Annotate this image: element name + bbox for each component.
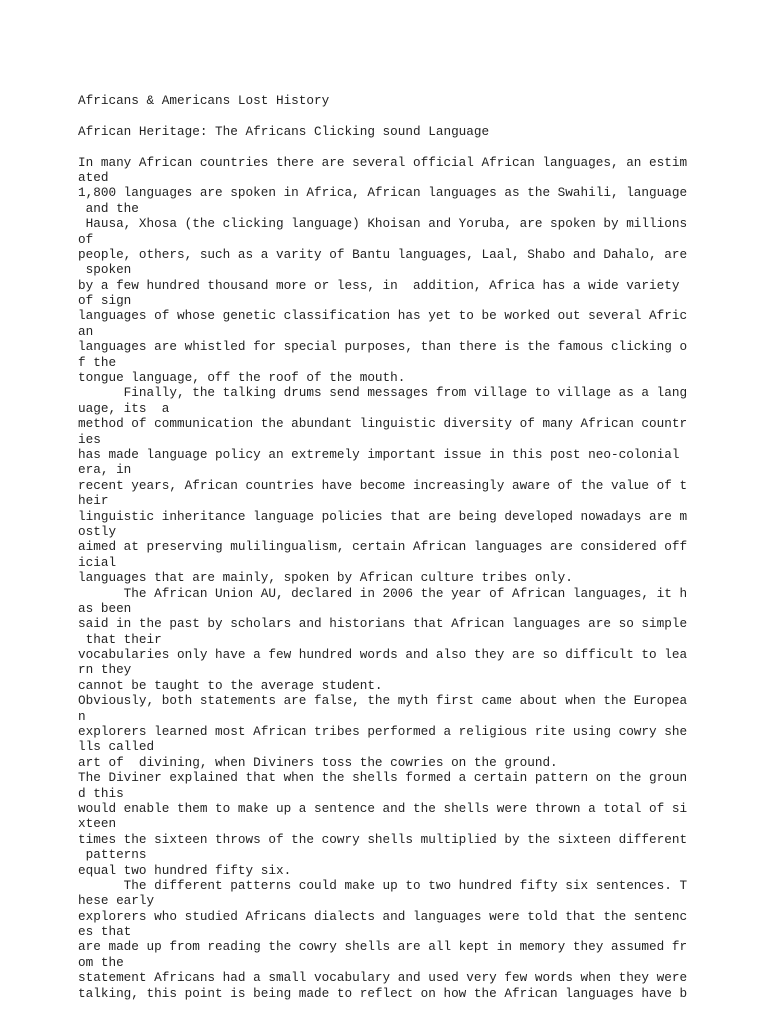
text-line: of [78,231,94,247]
blank-line [78,108,758,123]
text-line: art of divining, when Diviners toss the cowries on the ground. [78,754,558,770]
text-line: d this [78,785,124,801]
text-line: es that [78,924,132,940]
text-line: as been [78,600,132,616]
text-line: ies [78,431,101,447]
text-line: that their [78,631,162,647]
text-line: om the [78,954,124,970]
text-line: explorers who studied Africans dialects and languages were told that the sentenc [78,908,688,924]
text-line: method of communication the abundant linguistic diversity of many African countr [78,416,688,432]
text-line: Obviously, both statements are false, the myth first came about when the Europea [78,693,688,709]
document-subtitle: African Heritage: The Africans Clicking sound Language [78,123,490,139]
text-line: In many African countries there are several official African languages, an estim [78,154,688,170]
text-line: Hausa, Xhosa (the clicking language) Khoisan and Yoruba, are spoken by millions [78,216,688,232]
text-line: linguistic inheritance language policies that are being developed nowadays are m [78,508,688,524]
document-text [78,93,758,1001]
text-line: ostly [78,523,117,539]
text-line: tongue language, off the roof of the mouth. [78,370,406,386]
text-line: talking, this point is being made to reflect on how the African languages have b [78,985,688,1001]
text-line: The different patterns could make up to two hundred fifty six sentences. T [78,877,688,893]
text-line: rn they [78,662,132,678]
text-line: hese early [78,893,155,909]
text-line: cannot be taught to the average student. [78,677,383,693]
text-line: statement Africans had a small vocabulary and used very few words when they were [78,970,688,986]
text-line: would enable them to make up a sentence and the shells were thrown a total of si [78,800,688,816]
text-line: equal two hundred fifty six. [78,862,292,878]
document-title: Africans & Americans Lost History [78,93,330,108]
text-line: languages that are mainly, spoken by African culture tribes only. [78,570,573,586]
text-line: languages of whose genetic classification has yet to be worked out several Afric [78,308,688,324]
text-line: era, in [78,462,132,478]
blank-line [78,139,758,154]
text-line: recent years, African countries have become increasingly aware of the value of t [78,477,688,493]
text-line: explorers learned most African tribes performed a religious rite using cowry she [78,724,688,740]
text-line: uage, its a [78,400,170,416]
text-line: patterns [78,847,147,863]
text-line: has made language policy an extremely important issue in this post neo-colonial [78,446,680,462]
text-line: of sign [78,293,132,309]
text-line: spoken [78,262,132,278]
text-line: xteen [78,816,117,832]
text-line: by a few hundred thousand more or less, in addition, Africa has a wide variety [78,277,680,293]
text-line: people, others, such as a varity of Bantu languages, Laal, Shabo and Dahalo, are [78,246,688,262]
text-line: lls called [78,739,155,755]
text-line: The Diviner explained that when the shells formed a certain pattern on the groun [78,770,688,786]
text-line: ated [78,169,109,185]
text-line: n [78,708,86,724]
text-line: The African Union AU, declared in 2006 the year of African languages, it h [78,585,688,601]
text-line: an [78,323,94,339]
text-line: 1,800 languages are spoken in Africa, African languages as the Swahili, language [78,185,688,201]
text-line: vocabularies only have a few hundred words and also they are so difficult to lea [78,647,688,663]
text-line: aimed at preserving mulilingualism, certain African languages are considered off [78,539,688,555]
text-line: said in the past by scholars and historians that African languages are so simple [78,616,688,632]
text-line: are made up from reading the cowry shells are all kept in memory they assumed fr [78,939,688,955]
text-line: languages are whistled for special purposes, than there is the famous clicking o [78,339,688,355]
text-line: f the [78,354,117,370]
text-line: and the [78,200,139,216]
text-line: Finally, the talking drums send messages from village to village as a lang [78,385,688,401]
text-line: heir [78,493,109,509]
text-line: icial [78,554,117,570]
text-line: times the sixteen throws of the cowry shells multiplied by the sixteen different [78,831,688,847]
